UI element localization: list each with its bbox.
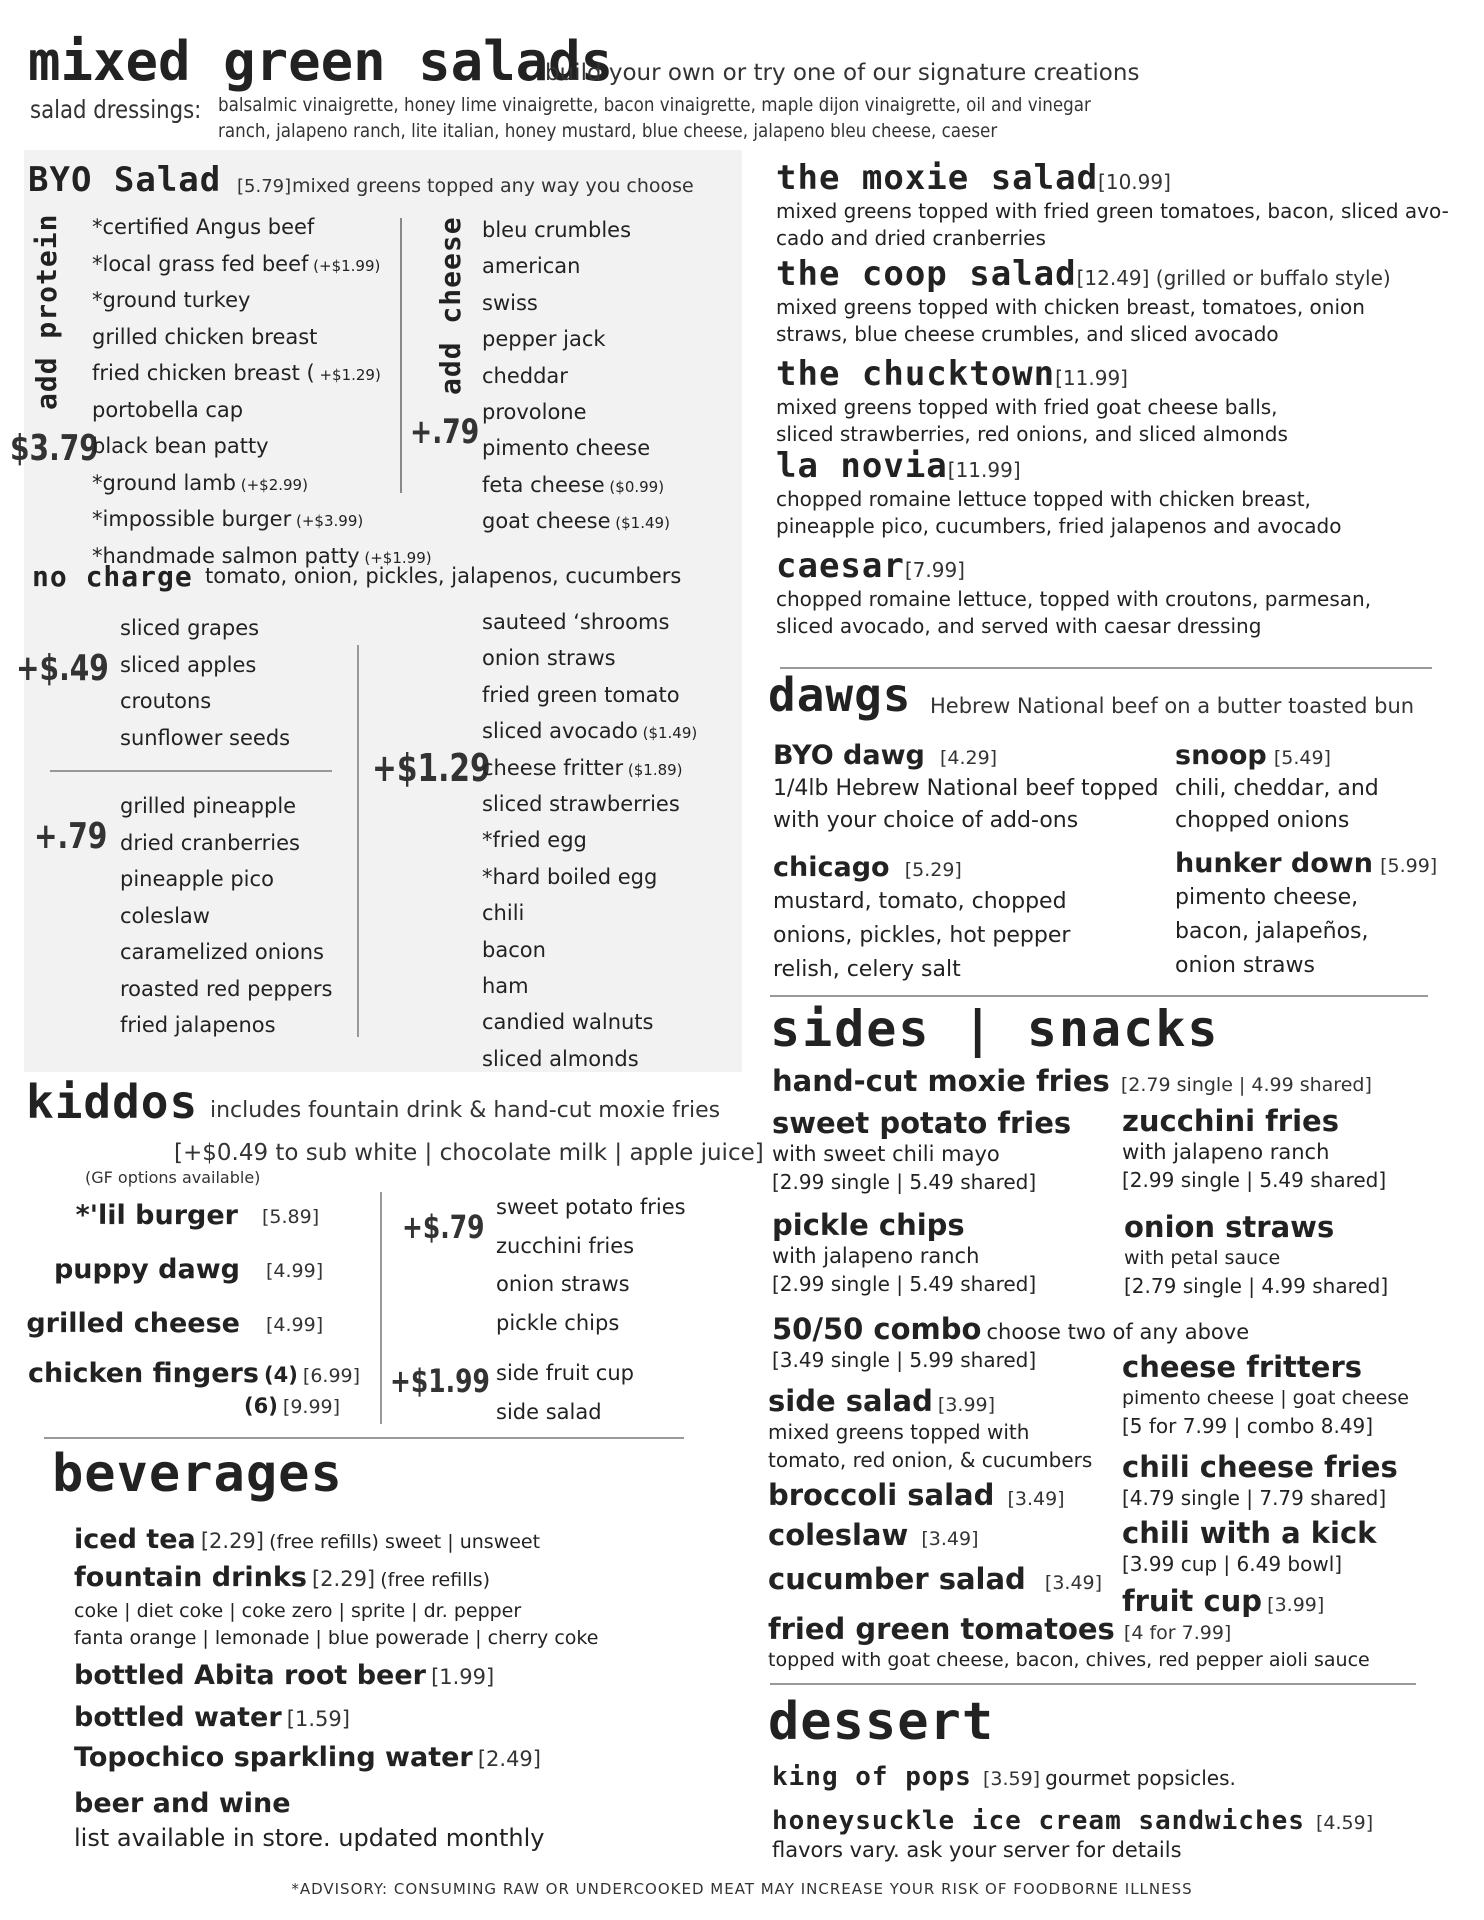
advisory: *ADVISORY: CONSUMING RAW OR UNDERCOOKED MEAT MAY INCREASE YOUR RISK OF FOODBORNE ILLNESS [291,1880,1193,1898]
salad-price: [7.99] [904,558,965,582]
side-desc: with sweet chili mayo [772,1142,1000,1166]
topping-item-extra: ($1.49) [637,724,698,743]
dessert-name: honeysuckle ice cream sandwiches [772,1806,1305,1836]
kid-item [0,1252,330,1292]
kid-up199-list [496,1354,634,1431]
dessert-price: [3.59] [982,1768,1041,1790]
sides-divider [770,1683,1416,1685]
kid-price: [5.89] [262,1206,320,1228]
cheese-item [482,430,670,466]
cheese-item [482,467,670,503]
cheese-item-name: american [482,254,581,279]
cheese-item-name: swiss [482,290,538,315]
kid-price: [6.99] [302,1365,361,1387]
cheese-item-name: cheddar [482,363,568,388]
tier-49-list [120,610,290,756]
dawg-line: with your choice of add-ons [773,808,1079,833]
side-desc: mixed greens topped with [768,1420,1030,1444]
kiddos-divider-h [44,1437,684,1439]
topping-item-name: candied walnuts [482,1010,654,1035]
dawg-item [773,852,1070,987]
topping-item-name: fried green tomato [482,682,680,707]
side-name: broccoli salad [768,1478,995,1512]
salad-desc: sliced strawberries, red onions, and sliced almonds [776,422,1288,446]
side-name: chili cheese fries [1122,1450,1398,1484]
dressings-label: salad dressings: [30,95,202,124]
side-name: side salad [768,1384,933,1418]
topping-item: pineapple pico [120,867,274,891]
cheese-list [482,212,670,540]
side-item [1122,1450,1398,1512]
salad-desc: chopped romaine lettuce topped with chicken breast, [776,487,1311,511]
byo-salad-price: [5.79] [237,176,292,197]
dawg-item [773,740,1159,837]
bev-item [74,1702,350,1733]
kiddos-title: kiddos [26,1075,199,1129]
bev-name: beer and wine [74,1788,291,1819]
protein-item-extra: (+$1.99) [359,548,432,567]
kiddos-sub: [+$0.49 to sub white | chocolate milk | apple juice] [174,1140,764,1166]
side-item [772,1106,1071,1196]
protein-item-name: *handmade salmon patty [92,543,360,568]
salad-desc: chopped romaine lettuce, topped with croutons, parmesan, [776,587,1372,611]
dawg-line: onions, pickles, hot pepper [773,923,1071,948]
bev-name: bottled water [74,1702,282,1733]
side-item [768,1562,1102,1596]
kid-name: puppy dawg [53,1254,240,1285]
protein-item-name: *local grass fed beef [92,251,309,276]
kid-count: (6) [244,1394,278,1418]
side-name: zucchini fries [1122,1104,1339,1138]
side-name: coleslaw [768,1518,909,1552]
cheese-item [482,212,670,248]
topping-item [482,932,697,968]
no-charge-label: no charge [32,560,193,593]
side-desc: topped with goat cheese, bacon, chives, red pepper aioli sauce [768,1649,1370,1671]
cheese-item [482,248,670,284]
topping-item: sunflower seeds [120,725,291,750]
protein-item [92,392,432,429]
cheese-item [482,321,670,357]
protein-divider [400,218,402,493]
side-item [768,1612,1370,1674]
side-name: cheese fritters [1122,1350,1363,1384]
protein-item [92,501,432,538]
cheese-item-name: provolone [482,399,587,424]
side-item [1122,1350,1409,1440]
topping-item: grilled pineapple [120,794,297,818]
topping-item-name: cheese fritter [482,755,624,780]
bev-item [74,1562,490,1593]
moxie-fries [772,1064,1372,1098]
side-name: pickle chips [772,1208,965,1242]
salad-price: [12.49] [1076,266,1150,290]
salad-name: the moxie salad [776,158,1099,198]
salad-desc: mixed greens topped with fried goat cheese balls, [776,395,1278,419]
kid-item [0,1198,330,1238]
side-name: onion straws [1124,1210,1335,1244]
cheese-item [482,503,670,539]
dawg-name: snoop [1175,740,1267,771]
byo-salad-title: BYO Salad [28,160,222,200]
cheese-item [482,285,670,321]
dessert-desc: flavors vary. ask your server for details [772,1838,1182,1862]
beer-desc: list available in store. updated monthly [74,1824,545,1852]
add-protein-label: add protein [30,213,63,410]
protein-item-name: black bean patty [92,434,269,458]
protein-item-name: *certified Angus beef [92,215,315,239]
topping-item [482,640,697,676]
salad-price: [11.99] [947,458,1021,482]
kiddos-divider-v [380,1192,382,1424]
salad-name: the coop salad [776,254,1077,294]
protein-item-name: grilled chicken breast [92,324,318,349]
header-tagline: build your own or try one of our signature creations [545,60,1140,86]
bev-price: [1.59] [286,1707,350,1731]
add-cheese-label: add cheese [434,216,467,395]
dessert-name: king of pops [772,1762,972,1792]
side-item [768,1384,1092,1474]
dawg-price: [5.29] [904,859,962,881]
topping-item: sliced grapes [120,616,260,640]
cheese-price: +.79 [410,412,480,452]
protein-item [92,282,432,319]
signature-salad [776,446,1456,540]
cheese-item-name: feta cheese [482,472,605,497]
salad-desc: pineapple pico, cucumbers, fried jalapenos and avocado [776,514,1342,538]
side-price: [3.49] [1007,1488,1065,1510]
dessert-item [772,1762,1236,1793]
topping-item: fried jalapenos [120,1013,276,1037]
side-price: [3.99] [1267,1594,1325,1616]
salad-desc: mixed greens topped with chicken breast, tomatoes, onion [776,295,1365,319]
moxie-fries-name: hand-cut moxie fries [772,1064,1110,1098]
side-price: [3.99] [937,1394,996,1416]
side-prices: [4.79 single | 7.79 shared] [1122,1486,1387,1510]
side-desc: with petal sauce [1124,1247,1281,1269]
dressings-line-1: balsalmic vinaigrette, honey lime vinaigrette, bacon vinaigrette, maple dijon vinaigrette, oil and vinegar [218,94,1091,116]
protein-item-name: portobella cap [92,397,244,422]
cheese-item-name: pepper jack [482,327,606,352]
protein-item-extra: (+$2.99) [235,475,308,494]
dawg-price: [4.29] [939,747,998,769]
dessert-item [772,1806,1373,1865]
signature-salad [776,158,1456,252]
dawg-line: bacon, jalapeños, [1175,919,1369,944]
protein-item-extra: +$1.29) [314,366,381,384]
no-charge-items: tomato, onion, pickles, jalapenos, cucumbers [205,564,682,588]
side-price: [4 for 7.99] [1123,1622,1232,1644]
kid-upgrade-item: pickle chips [496,1310,620,1335]
side-desc: pimento cheese | goat cheese [1122,1387,1409,1409]
kid-item [0,1306,330,1346]
topping-item: croutons [120,689,212,713]
dawg-price: [5.49] [1273,747,1331,769]
cheese-item [482,358,670,394]
salad-name: the chucktown [776,354,1056,394]
topping-item [482,859,697,895]
topping-item-name: ham [482,973,529,998]
side-name: fried green tomatoes [768,1612,1115,1646]
topping-item: roasted red peppers [120,976,333,1001]
tier-79-price: +.79 [34,816,108,857]
dessert-price: [4.59] [1316,1812,1374,1834]
bev-item [74,1742,541,1773]
salad-price: [10.99] [1098,170,1171,194]
protein-price: $3.79 [10,428,99,469]
cheese-item [482,394,670,430]
kid-upgrade-item: side salad [496,1399,602,1424]
kid-name: *'lil burger [75,1200,238,1231]
topping-item [482,713,697,749]
protein-item-extra: (+$3.99) [291,512,364,530]
sides-title: sides | snacks [770,1000,1220,1058]
dressings-line-2: ranch, jalapeno ranch, lite italian, honey mustard, blue cheese, jalapeno bleu cheese, caeser [218,120,998,142]
salad-price: [11.99] [1055,366,1128,390]
kid-item-alt [244,1394,340,1418]
tier-79-list [120,788,333,1044]
bev-price: [2.29] [200,1529,264,1553]
tier-129-divider [357,645,359,1037]
side-prices: [5 for 7.99 | combo 8.49] [1122,1414,1374,1438]
fountain-options-1: coke | diet coke | coke zero | sprite | dr. pepper [74,1600,522,1622]
cheese-item-name: bleu crumbles [482,218,632,242]
dawg-name: chicago [773,852,890,883]
protein-item-name: *ground turkey [92,288,251,312]
topping-item [482,786,697,822]
dawg-line: chopped onions [1175,808,1350,833]
bev-item [74,1524,540,1555]
tier-129-list [482,604,697,1077]
cheese-item-name: goat cheese [482,509,611,534]
topping-item-name: chili [482,901,525,926]
dawg-name: BYO dawg [773,740,925,771]
fountain-options-2: fanta orange | lemonade | blue powerade | cherry coke [74,1627,599,1649]
kid-upgrade-item: zucchini fries [496,1233,635,1258]
topping-item: dried cranberries [120,830,300,855]
topping-item-name: onion straws [482,646,616,671]
side-prices: [3.49 single | 5.99 shared] [772,1348,1037,1372]
cheese-item-name: pimento cheese [482,436,651,461]
salad-name: la novia [776,446,948,486]
topping-item [482,677,697,713]
bev-name: bottled Abita root beer [74,1660,426,1691]
topping-item: sliced apples [120,652,257,677]
protein-item [92,319,432,356]
bev-item [74,1788,291,1819]
bev-note: (free refills) [380,1569,491,1591]
topping-item [482,1041,697,1077]
topping-item [482,895,697,931]
kid-count: (4) [264,1363,298,1387]
side-item [768,1478,1065,1512]
side-prices: [2.79 single | 4.99 shared] [1124,1274,1389,1298]
kid-name: chicken fingers [28,1358,259,1389]
protein-item [92,209,432,246]
side-prices: [2.99 single | 5.49 shared] [772,1170,1037,1194]
side-item [1122,1516,1376,1578]
bev-name: Topochico sparkling water [74,1742,473,1773]
protein-item-extra: (+$1.99) [308,256,381,275]
kid-item [28,1358,360,1389]
topping-item-name: *hard boiled egg [482,864,658,889]
side-prices: [2.99 single | 5.49 shared] [1122,1168,1387,1192]
topping-item-name: bacon [482,937,546,962]
side-name: chili with a kick [1122,1516,1377,1550]
kid-price: [4.99] [266,1260,324,1282]
side-item [1122,1104,1386,1194]
topping-item [482,822,697,858]
side-desc: with jalapeno ranch [1122,1140,1330,1164]
side-desc: with jalapeno ranch [772,1244,980,1268]
beverages-title: beverages [52,1444,343,1504]
kid-upgrade-item: side fruit cup [496,1361,634,1385]
dawgs-title: dawgs [768,668,912,722]
side-desc: tomato, red onion, & cucumbers [768,1448,1093,1472]
kid-price: [9.99] [282,1396,341,1418]
dawg-item [1175,848,1437,983]
kiddos-gf: (GF options available) [85,1168,261,1187]
dawg-line: 1/4lb Hebrew National beef topped [773,776,1159,801]
side-prices: [3.99 cup | 6.49 bowl] [1122,1552,1343,1576]
dawg-name: hunker down [1175,848,1373,879]
dawg-line: relish, celery salt [773,957,961,982]
side-name: sweet potato fries [772,1106,1072,1140]
page-title: mixed green salads [28,30,614,93]
salad-desc: mixed greens topped with fried green tomatoes, bacon, sliced avo- [776,199,1449,223]
signature-salad [776,354,1456,448]
cheese-item-extra: ($1.49) [610,514,670,533]
protein-item-name: *ground lamb [92,470,236,495]
tier-129-price: +$1.29 [372,746,491,790]
topping-item: caramelized onions [120,940,325,964]
moxie-fries-price: [2.79 single | 4.99 shared] [1120,1074,1372,1096]
bev-price: [2.49] [477,1747,541,1771]
topping-item-name: sauteed ‘shrooms [482,610,670,634]
kid-upgrade-item: onion straws [496,1272,630,1296]
salad-desc: straws, blue cheese crumbles, and sliced avocado [776,322,1279,346]
topping-item [482,750,697,786]
side-item [1124,1210,1388,1300]
kiddos-tagline: includes fountain drink & hand-cut moxie fries [210,1098,721,1123]
protein-item [92,465,432,502]
bev-name: fountain drinks [74,1562,307,1593]
kid-up199-price: +$1.99 [390,1362,490,1400]
dawg-price: [5.99] [1380,855,1438,877]
dessert-desc: gourmet popsicles. [1045,1766,1236,1790]
kid-name: grilled cheese [26,1308,240,1339]
protein-item [92,355,432,392]
bev-name: iced tea [74,1524,196,1555]
topping-item: coleslaw [120,903,210,928]
side-note: choose two of any above [986,1320,1250,1344]
dawgs-divider [770,995,1428,997]
salad-desc: sliced avocado, and served with caesar dressing [776,614,1262,638]
bev-price: [2.29] [311,1567,376,1591]
side-item [768,1518,979,1552]
side-item [1122,1584,1324,1618]
dawgs-tagline: Hebrew National beef on a butter toasted bun [930,694,1415,718]
bev-item [74,1660,494,1691]
tier-49-price: +$.49 [16,648,109,689]
side-name: 50/50 combo [772,1312,982,1346]
topping-item-name: *fried egg [482,828,587,853]
protein-list [92,209,432,574]
topping-item [482,604,697,640]
dawg-line: mustard, tomato, chopped [773,889,1067,914]
protein-item [92,428,432,465]
side-price: [3.49] [921,1528,979,1550]
dessert-title: dessert [768,1692,995,1752]
kid-up79-price: +$.79 [402,1208,485,1246]
cheese-item-extra: ($0.99) [604,477,665,496]
protein-item-name: fried chicken breast ( [92,361,315,385]
side-name: cucumber salad [768,1562,1026,1596]
signature-salad [776,254,1456,348]
dawg-line: chili, cheddar, and [1175,776,1379,801]
side-price: [3.49] [1044,1572,1103,1594]
side-name: fruit cup [1122,1584,1263,1618]
dawg-line: onion straws [1175,953,1315,978]
bev-price: [1.99] [431,1665,495,1689]
dawg-line: pimento cheese, [1175,885,1359,910]
topping-item-name: sliced strawberries [482,791,680,816]
protein-item [92,246,432,283]
topping-item [482,1004,697,1040]
kid-upgrade-item: sweet potato fries [496,1195,686,1219]
dawg-item [1175,740,1379,837]
protein-item-name: *impossible burger [92,507,292,531]
salad-desc: cado and dried cranberries [776,226,1046,250]
side-prices: [2.99 single | 5.49 shared] [772,1272,1037,1296]
kid-price: [4.99] [266,1314,324,1336]
side-item [772,1208,1036,1298]
byo-salad-desc: mixed greens topped any way you choose [292,175,694,197]
bev-note: (free refills) sweet | unsweet [269,1531,541,1553]
tier-divider [50,770,332,772]
topping-item-extra: ($1.89) [623,760,683,779]
salad-extra: (grilled or buffalo style) [1149,266,1391,290]
kid-up79-list [496,1188,686,1342]
topping-item-name: sliced avocado [482,719,638,744]
topping-item-name: sliced almonds [482,1046,639,1071]
salad-name: caesar [776,546,905,586]
signature-salad [776,546,1456,640]
topping-item [482,968,697,1004]
